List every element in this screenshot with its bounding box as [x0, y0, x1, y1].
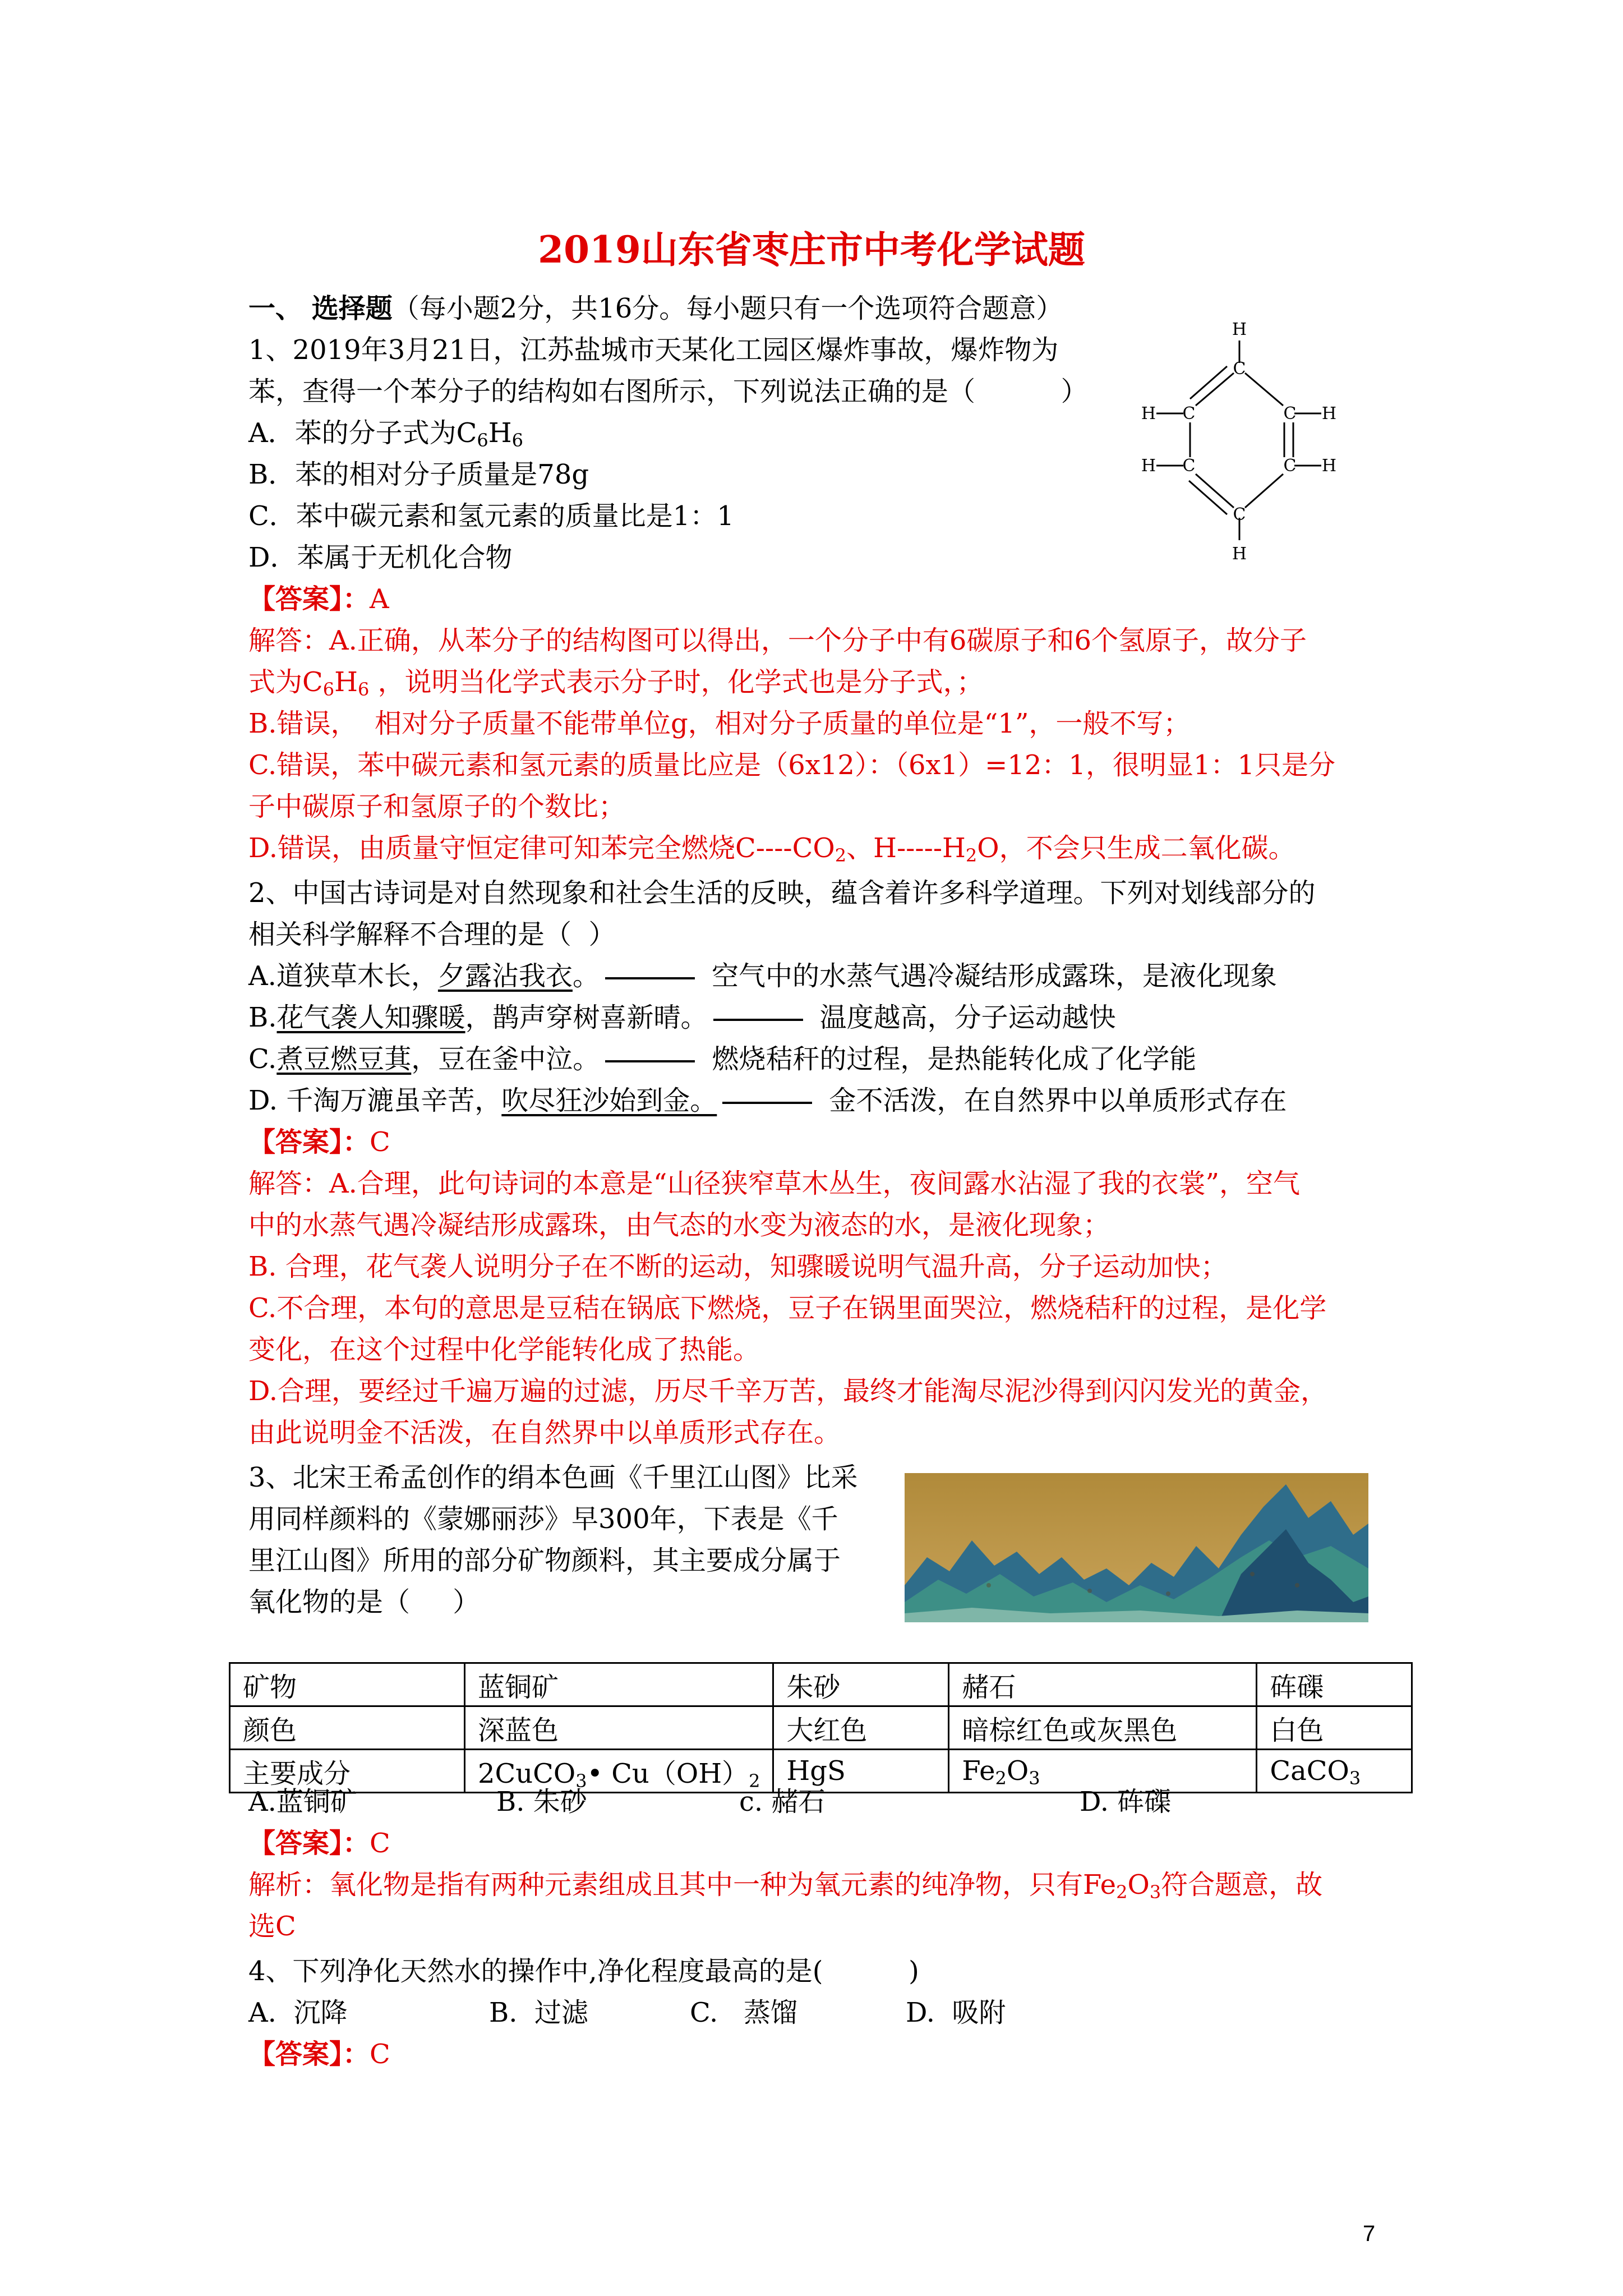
- q2-explanation-3: B. 合理，花气袭人说明分子在不断的运动，知骤暖说明气温升高，分子运动加快；: [248, 1251, 1228, 1282]
- page-title: 2019山东省枣庄市中考化学试题: [538, 228, 1085, 272]
- atom-c-left-lower: C: [1182, 456, 1196, 476]
- q4-option-b: B. 过滤: [489, 1997, 589, 2028]
- q3-option-a: A.蓝铜矿: [248, 1786, 357, 1818]
- q1-stem-line1: 1、2019年3月21日，江苏盐城市天某化工园区爆炸事故，爆炸物为: [248, 334, 1059, 366]
- q1-option-a: A．苯的分子式为$C_6H_6$: [248, 417, 523, 451]
- q3-stem-line3: 里江山图》所用的部分矿物颜料，其主要成分属于: [248, 1545, 841, 1576]
- q2-explanation-6: D.合理，要经过千遍万遍的过滤，历尽千辛万苦，最终才能淘尽泥沙得到闪闪发光的黄金，: [248, 1375, 1328, 1407]
- q3-option-b: B. 朱砂: [496, 1786, 587, 1818]
- atom-h-left-upper: H: [1141, 404, 1156, 424]
- atom-c-top: C: [1233, 359, 1246, 379]
- q1-explanation-2: 式为$C_6H_6$ ，说明当化学式表示分子时，化学式也是分子式，；: [248, 666, 984, 700]
- table-cell: 暗棕红色或灰黑色: [949, 1706, 1257, 1750]
- q2-explanation-4: C.不合理，本句的意思是豆秸在锅底下燃烧，豆子在锅里面哭泣，燃烧秸秆的过程，是化学: [248, 1292, 1327, 1324]
- atom-c-right-lower: C: [1283, 456, 1297, 476]
- table-cell: 赭石: [949, 1663, 1257, 1706]
- atom-c-right-upper: C: [1283, 404, 1297, 424]
- table-cell-formula-tridacna: CaCO$_3$: [1257, 1750, 1412, 1793]
- q1-explanation-4: C.错误，苯中碳元素和氢元素的质量比应是（6x12）：（6x1）=12：1，很明显1：1只是分: [248, 749, 1336, 781]
- q1-option-b: B．苯的相对分子质量是78g: [248, 459, 589, 490]
- q4-answer: 【答案】：C: [248, 2039, 390, 2070]
- q1-explanation-6: D.错误，由质量守恒定律可知苯完全燃烧$C----CO_2$、$H-----H_2O$，不会只生成二氧化碳。: [248, 832, 1295, 866]
- q2-explanation-5: 变化，在这个过程中化学能转化成了热能。: [248, 1334, 760, 1365]
- q4-stem: 4、下列净化天然水的操作中,净化程度最高的是( ): [248, 1955, 919, 1987]
- q2-option-d: D. 千淘万漉虽辛苦，吹尽狂沙始到金。 金不活泼，在自然界中以单质形式存在: [248, 1085, 1287, 1116]
- table-cell: 蓝铜矿: [465, 1663, 773, 1706]
- benzene-structure-diagram: [1127, 317, 1352, 575]
- q1-stem-line2: 苯，查得一个苯分子的结构如右图所示，下列说法正确的是（ ）: [248, 376, 1088, 407]
- q4-option-d: D. 吸附: [906, 1997, 1006, 2028]
- q3-option-d: D. 砗磲: [1080, 1786, 1172, 1818]
- q1-option-c: C．苯中碳元素和氢元素的质量比是1：1: [248, 500, 734, 532]
- q4-option-c: C. 蒸馏: [690, 1997, 798, 2028]
- q1-explanation-1: 解答：A.正确，从苯分子的结构图可以得出，一个分子中有6碳原子和6个氢原子，故分子: [248, 625, 1307, 656]
- table-cell-formula-azurite: 2CuCO$_3$• $Cu(OH)_2$: [465, 1750, 773, 1793]
- atom-h-right-upper: H: [1321, 404, 1337, 424]
- qianli-jiangshan-painting: [905, 1473, 1368, 1622]
- q4-option-a: A. 沉降: [248, 1997, 348, 2028]
- atom-c-bottom: C: [1233, 505, 1246, 524]
- table-cell: 颜色: [230, 1706, 465, 1750]
- q2-stem-line1: 2、中国古诗词是对自然现象和社会生活的反映，蕴含着许多科学道理。下列对划线部分的: [248, 877, 1316, 909]
- table-cell-formula-cinnabar: HgS: [773, 1750, 949, 1793]
- q2-option-b: B.花气袭人知骤暖，鹊声穿树喜新晴。 温度越高，分子运动越快: [248, 1002, 1116, 1033]
- q2-explanation-1: 解答：A.合理，此句诗词的本意是“山径狭窄草木丛生，夜间露水沾湿了我的衣裳”，空气: [248, 1168, 1301, 1199]
- section-note: （每小题2分，共16分。每小题只有一个选项符合题意）: [392, 293, 1063, 324]
- q1-answer: 【答案】：A: [248, 583, 389, 615]
- table-cell: 砗磲: [1257, 1663, 1412, 1706]
- table-cell: 朱砂: [773, 1663, 949, 1706]
- section-header: [248, 292, 1063, 325]
- table-row: [230, 1663, 1412, 1706]
- q1-explanation-5: 子中碳原子和氢原子的个数比；: [248, 791, 626, 822]
- table-cell: 主要成分: [230, 1750, 465, 1793]
- q3-stem-line2: 用同样颜料的《蒙娜丽莎》早300年，下表是《千: [248, 1503, 838, 1535]
- q2-option-a: A.道狭草木长，夕露沾我衣。 空气中的水蒸气遇冷凝结形成露珠，是液化现象: [248, 960, 1277, 992]
- section-label: 一、 选择题: [248, 293, 393, 324]
- q3-stem-line1: 3、北宋王希孟创作的绢本色画《千里江山图》比采: [248, 1462, 858, 1493]
- page-number: 7: [1363, 2221, 1376, 2246]
- atom-c-left-upper: C: [1182, 404, 1196, 424]
- q3-option-c: c. 赭石: [739, 1786, 826, 1818]
- q2-option-c: C.煮豆燃豆萁，豆在釜中泣。 燃烧秸秆的过程，是热能转化成了化学能: [248, 1043, 1197, 1075]
- atom-h-top: H: [1232, 320, 1247, 339]
- table-row: [230, 1706, 1412, 1750]
- atom-h-bottom: H: [1232, 544, 1247, 564]
- q1-explanation-3: B.错误， 相对分子质量不能带单位g，相对分子质量的单位是“1”，一般不写；: [248, 708, 1191, 739]
- table-cell: 矿物: [230, 1663, 465, 1706]
- table-cell: 深蓝色: [465, 1706, 773, 1750]
- minerals-table: [229, 1662, 1413, 1793]
- q3-answer: 【答案】：C: [248, 1828, 390, 1859]
- atom-h-right-lower: H: [1321, 456, 1337, 476]
- q2-answer: 【答案】：C: [248, 1126, 390, 1158]
- q1-option-d: D．苯属于无机化合物: [248, 542, 513, 573]
- q2-explanation-2: 中的水蒸气遇冷凝结形成露珠，由气态的水变为液态的水，是液化现象；: [248, 1209, 1110, 1241]
- q3-stem-line4: 氧化物的是（ ）: [248, 1586, 480, 1618]
- table-cell: 大红色: [773, 1706, 949, 1750]
- q3-explanation-1: 解析：氧化物是指有两种元素组成且其中一种为氧元素的纯净物，只有$Fe_2O_3$符合题意，故: [248, 1869, 1323, 1903]
- table-cell-formula-hematite: $Fe_2O_3$: [949, 1750, 1257, 1793]
- q2-stem-line2: 相关科学解释不合理的是（ ）: [248, 919, 616, 950]
- q3-explanation-2: 选C: [248, 1911, 296, 1942]
- table-cell: 白色: [1257, 1706, 1412, 1750]
- atom-h-left-lower: H: [1141, 456, 1156, 476]
- q2-explanation-7: 由此说明金不活泼，在自然界中以单质形式存在。: [248, 1417, 841, 1448]
